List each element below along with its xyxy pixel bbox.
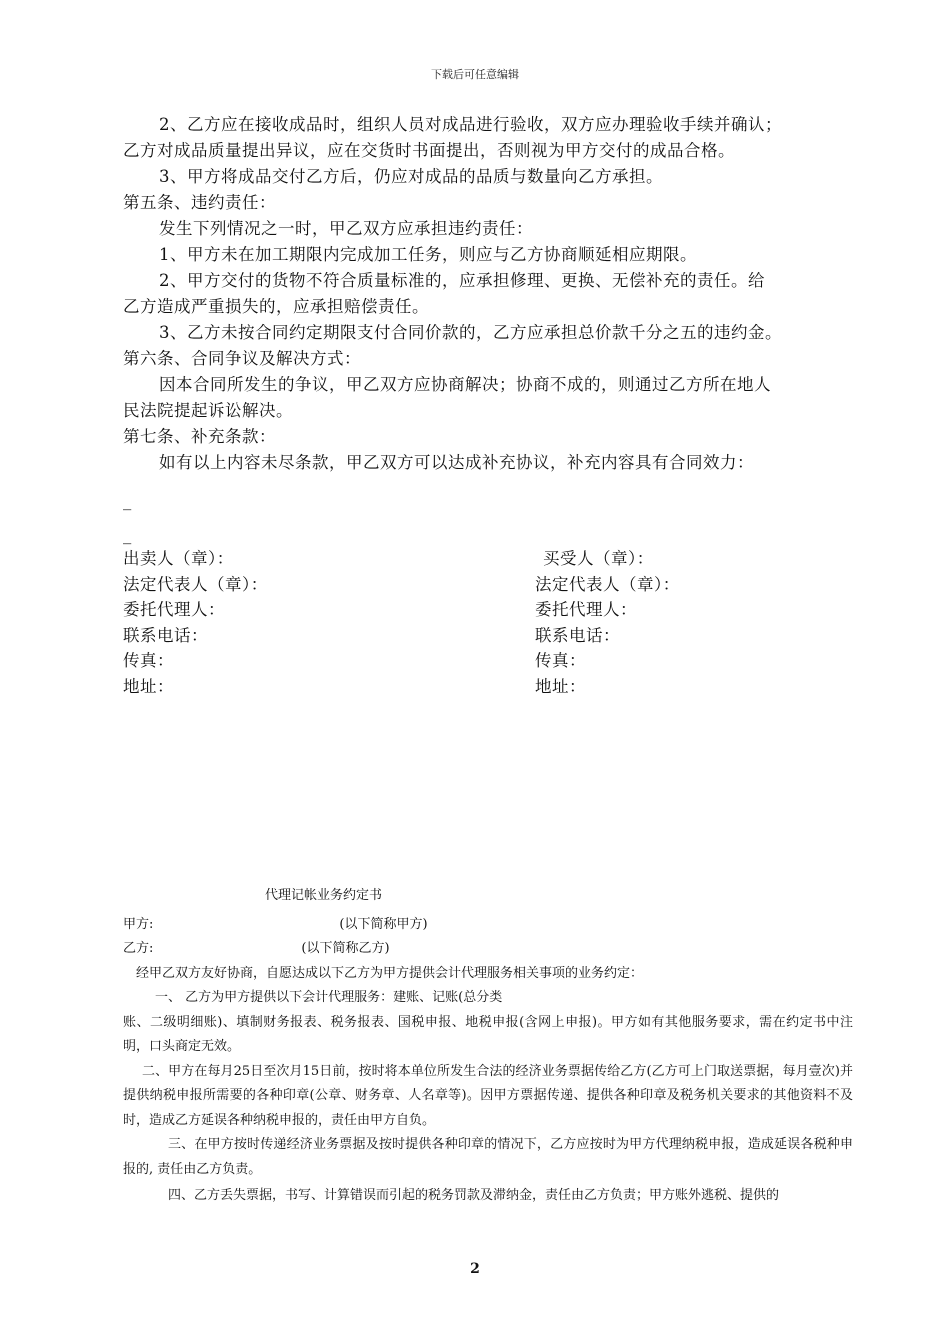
blank-line: _ [123,491,132,510]
page-header: 下载后可任意编辑 [431,68,519,81]
blank-line: _ [123,525,132,544]
party-b-note: (以下简称乙方) [301,941,390,956]
party-a-line [123,913,853,938]
contract-section [123,112,853,552]
buyer-address-label: 地址： [535,676,586,696]
signature-row [123,572,853,598]
clause-line: 2、乙方应在接收成品时，组织人员对成品进行验收，双方应办理验收手续并确认； [159,115,782,134]
agreement-item-2: 二、甲方在每月25日至次月15日前，按时将本单位所发生合法的经济业务票据传给乙方(乙方可上门取送票据，每月壹次)并提供纳税申报所需要的各种印章(公章、财务章、人名章等)。因甲方票据传递、提供各种印章及税务机关要求的其他资料不及时，造成乙方延误各种纳税申报的，责任由甲方自负。 [123,1063,853,1128]
clause-line: 民法院提起诉讼解决。 [123,401,293,420]
party-a-label: 甲方: [123,916,154,932]
clause-line: 如有以上内容未尽条款，甲乙双方可以达成补充协议，补充内容具有合同效力： [159,453,754,472]
signature-row [123,648,853,674]
clause-line: 因本合同所发生的争议，甲乙双方应协商解决；协商不成的，则通过乙方所在地人 [159,375,771,394]
buyer-legal-rep-label: 法定代表人（章）： [535,574,680,594]
seller-phone-label: 联系电话： [123,625,208,645]
article-heading: 第六条、合同争议及解决方式： [123,349,361,368]
seller-agent-label: 委托代理人： [123,600,225,619]
article-heading: 第五条、违约责任： [123,193,276,212]
clause-line: 乙方对成品质量提出异议，应在交货时书面提出，否则视为甲方交付的成品合格。 [123,141,735,160]
signature-row [123,674,853,700]
clause-line: 2、甲方交付的货物不符合质量标准的，应承担修理、更换、无偿补充的责任。给 [159,271,765,290]
party-b-line [123,937,853,962]
agreement-section [123,884,853,1209]
agreement-item-1b: 账、二级明细账)、填制财务报表、税务报表、国税申报、地税申报(含网上申报)。甲方如有其他服务要求，需在约定书中注明，口头商定无效。 [123,1014,853,1054]
party-b-label: 乙方: [123,941,154,956]
party-a-note: (以下简称甲方) [339,916,428,932]
agreement-title: 代理记帐业务约定书 [265,888,383,903]
clause-line: 乙方造成严重损失的，应承担赔偿责任。 [123,297,429,316]
article-heading: 第七条、补充条款： [123,427,276,446]
agreement-intro: 经甲乙双方友好协商，自愿达成以下乙方为甲方提供会计代理服务相关事项的业务约定： [136,965,644,981]
buyer-fax-label: 传真： [535,651,586,670]
seller-label: 出卖人（章）： [123,549,234,568]
seller-fax-label: 传真： [123,651,174,670]
buyer-agent-label: 委托代理人： [535,600,637,619]
signature-row [123,597,853,623]
seller-address-label: 地址： [123,676,174,696]
clause-line: 3、甲方将成品交付乙方后，仍应对成品的品质与数量向乙方承担。 [159,167,663,186]
buyer-label: 买受人（章）： [543,549,654,568]
signature-row [123,623,853,649]
signature-block [123,546,853,699]
buyer-phone-label: 联系电话： [535,625,620,645]
page-number: 2 [470,1261,480,1277]
agreement-item-3: 三、在甲方按时传递经济业务票据及按时提供各种印章的情况下，乙方应按时为甲方代理纳税申报，造成延误各税种申报的, 责任由乙方负责。 [123,1137,853,1177]
clause-line: 1、甲方未在加工期限内完成加工任务，则应与乙方协商顺延相应期限。 [159,245,697,264]
seller-legal-rep-label: 法定代表人（章）： [123,574,268,594]
signature-row [123,546,853,572]
agreement-item-4: 四、乙方丢失票据，书写、计算错误而引起的税务罚款及滞纳金，责任由乙方负责；甲方账外逃税、提供的 [168,1188,780,1203]
clause-line: 3、乙方未按合同约定期限支付合同价款的，乙方应承担总价款千分之五的违约金。 [159,323,782,342]
agreement-item-1a: 一、 乙方为甲方提供以下会计代理服务：建账、记账(总分类 [155,990,503,1005]
clause-line: 发生下列情况之一时，甲乙双方应承担违约责任： [159,219,533,238]
